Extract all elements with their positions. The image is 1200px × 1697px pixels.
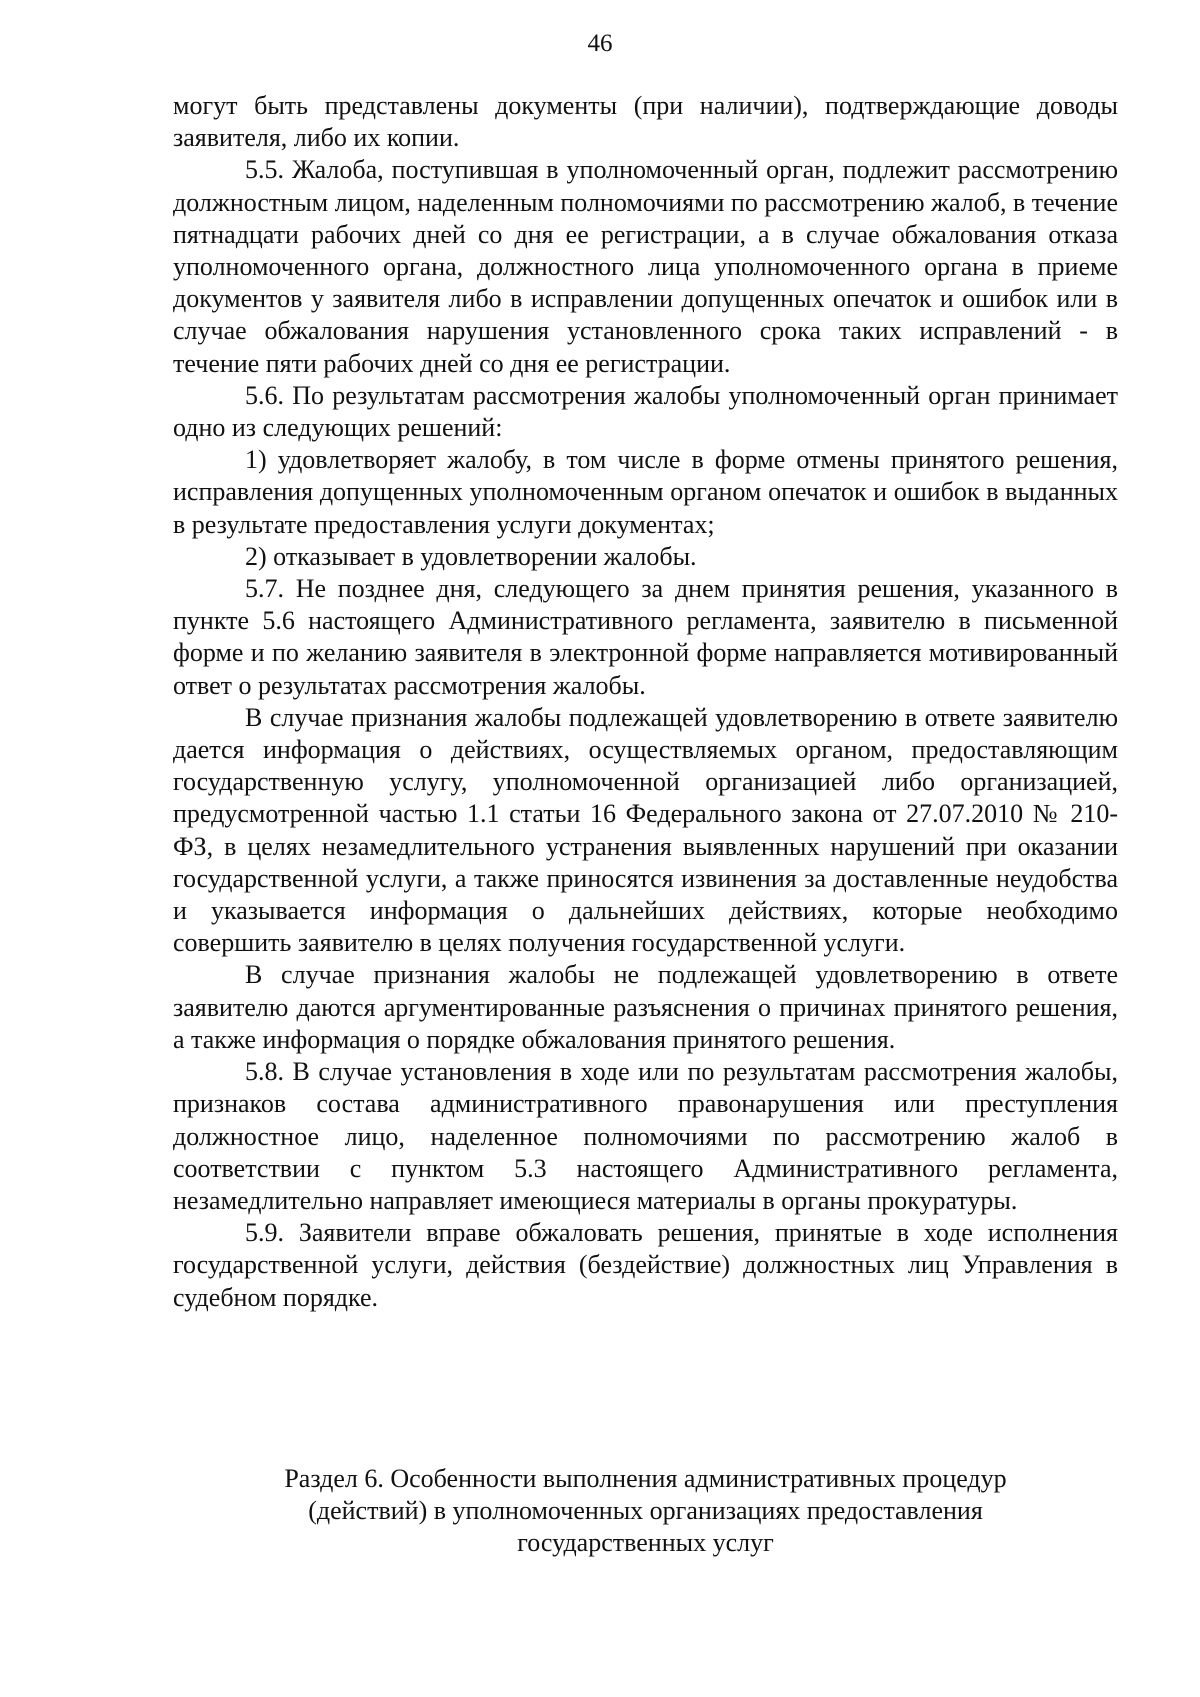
document-body [173, 90, 1118, 1314]
section-heading [173, 1463, 1118, 1559]
paragraph-5-5: 5.5. Жалоба, поступившая в уполномоченный орган, подлежит рассмотрению должностным лицом, наделенным полномочиями по рассмотрению жалоб, в течение пятнадцати рабочих дней со дня ее регистрации, а в случае обжалования отказа уполномоченного органа, должностного лица уполномоченного органа в приеме документов у заявителя либо в исправлении допущенных опечаток и ошибок или в случае обжалования нарушения установленного срока таких исправлений - в течение пяти рабочих дней со дня ее регистрации. [173, 155, 1119, 378]
list-item-1: 1) удовлетворяет жалобу, в том числе в форме отмены принятого решения, исправления допущенных уполномоченным органом опечаток и ошибок в выданных в результате предоставления услуги документах; [173, 445, 1118, 539]
list-item-2: 2) отказывает в удовлетворении жалобы. [245, 541, 697, 571]
paragraph-complaint-satisfied: В случае признания жалобы подлежащей удовлетворению в ответе заявителю дается информация о действиях, осуществляемых органом, предоставляющим государственную услугу, уполномоченной организацией либо организацией, предусмотренной частью 1.1 статьи 16 Федерального закона от 27.07.2010 № 210-ФЗ, в целях незамедлительного устранения выявленных нарушений при оказании государственной услуги, а также приносятся извинения за доставленные неудобства и указывается информация о дальнейших действиях, которые необходимо совершить заявителю в целях получения государственной услуги. [173, 702, 1118, 958]
section-heading-line-1: Раздел 6. Особенности выполнения административных процедур [284, 1464, 1007, 1493]
page-number: 46 [587, 30, 613, 57]
paragraph-complaint-rejected: В случае признания жалобы не подлежащей удовлетворению в ответе заявителю даются аргументированные разъяснения о причинах принятого решения, а также информация о порядке обжалования принятого решения. [173, 960, 1118, 1054]
section-heading-line-3: государственных услуг [517, 1528, 774, 1557]
paragraph-continuation: могут быть представлены документы (при наличии), подтверждающие доводы заявителя, либо их копии. [173, 91, 1118, 153]
paragraph-5-9: 5.9. Заявители вправе обжаловать решения, принятые в ходе исполнения государственной услуги, действия (бездействие) должностных лиц Управления в судебном порядке. [173, 1218, 1118, 1312]
section-heading-line-2: (действий) в уполномоченных организациях предоставления [308, 1496, 983, 1525]
paragraph-5-7: 5.7. Не позднее дня, следующего за днем принятия решения, указанного в пункте 5.6 настоящего Административного регламента, заявителю в письменной форме и по желанию заявителя в электронной форме направляется мотивированный ответ о результатах рассмотрения жалобы. [173, 574, 1118, 700]
paragraph-5-8: 5.8. В случае установления в ходе или по результатам рассмотрения жалобы, признаков состава административного правонарушения или преступления должностное лицо, наделенное полномочиями по рассмотрению жалоб в соответствии с пунктом 5.3 настоящего Административного регламента, незамедлительно направляет имеющиеся материалы в органы прокуратуры. [173, 1057, 1118, 1215]
paragraph-5-6: 5.6. По результатам рассмотрения жалобы уполномоченный орган принимает одно из следующих решений: [173, 380, 1118, 443]
